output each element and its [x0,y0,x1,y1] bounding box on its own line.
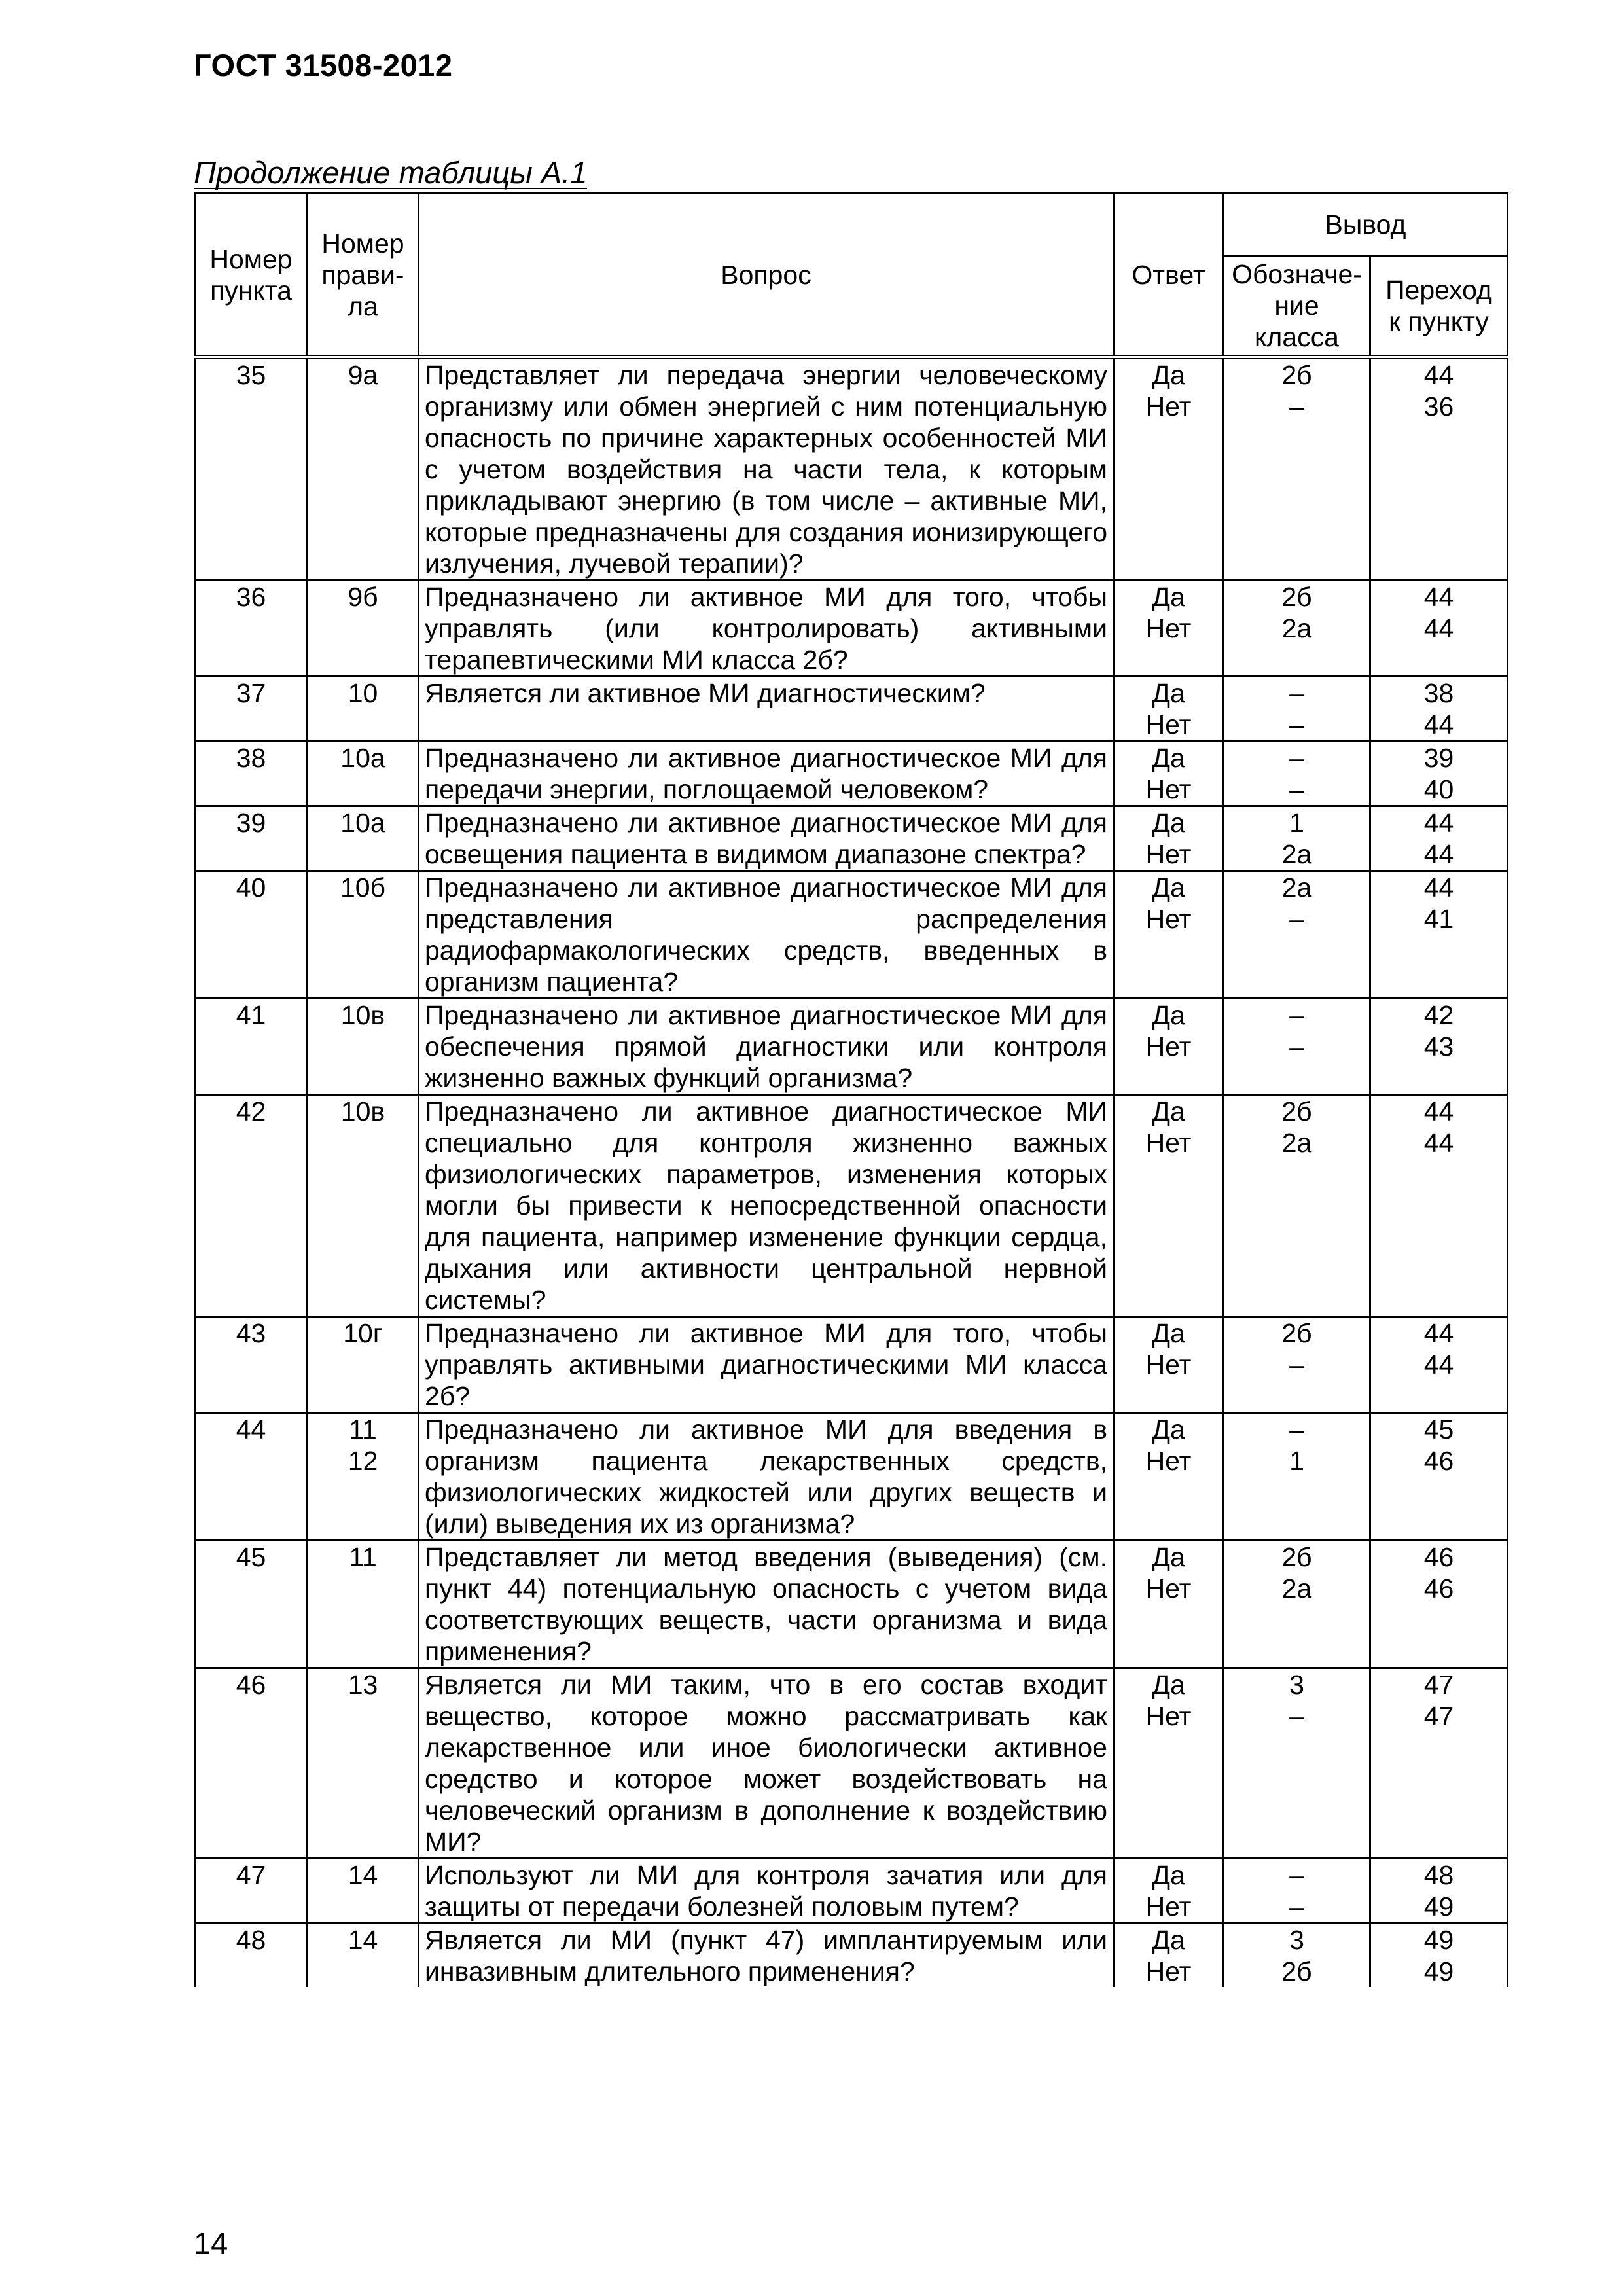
class-designation: – [1289,709,1304,740]
page-number: 14 [194,2226,228,2261]
next-item-number: 44 [1423,613,1454,643]
table-row [195,1095,1508,1317]
next-item-cell [1370,1859,1508,1924]
class-designation: 2б [1281,360,1312,390]
question-cell: Предназначено ли активное МИ для того, чтобы управлять активными диагностическими МИ класса 2б? [419,1317,1114,1413]
answer-cell [1114,1668,1224,1859]
answer-cell [1114,357,1224,581]
next-item-number: 44 [1423,1096,1454,1126]
class-designation: 2а [1281,1128,1312,1158]
next-item-number: 44 [1423,1350,1454,1380]
table-row [195,1317,1508,1413]
question-cell: Предназначено ли активное диагностическое МИ для обеспечения прямой диагностики или контроля жизненно важных функций организма? [419,999,1114,1095]
class-designation: 2б [1281,1318,1312,1348]
col-header-number: Номер пункта [195,194,308,357]
rule-number: 10а [340,808,385,838]
class-cell [1224,677,1370,742]
question-cell: Предназначено ли активное диагностическое МИ для представления распределения радиофармакологических средств, введенных в организм пациента? [419,871,1114,999]
answer-option: Да [1152,1542,1185,1572]
class-designation: – [1289,391,1304,422]
table-row [195,1859,1508,1924]
answer-cell [1114,742,1224,806]
answer-option: Да [1152,808,1185,838]
class-designation: – [1289,743,1304,773]
answer-option: Нет [1145,1573,1192,1604]
class-cell [1224,1924,1370,1988]
answer-option: Нет [1145,839,1192,869]
item-number-cell: 38 [195,742,308,806]
answer-option: Да [1152,1000,1185,1030]
answer-cell [1114,1317,1224,1413]
answer-option: Да [1152,678,1185,708]
class-designation: – [1289,1350,1304,1380]
class-cell [1224,1317,1370,1413]
next-item-number: 49 [1423,1956,1454,1986]
rule-number: 10а [340,743,385,773]
table-row [195,871,1508,999]
question-cell: Является ли МИ (пункт 47) имплантируемым или инвазивным длительного применения? [419,1924,1114,1988]
answer-cell [1114,581,1224,677]
next-item-number: 44 [1423,360,1454,390]
table-row [195,1924,1508,1988]
next-item-number: 46 [1423,1573,1454,1604]
next-item-number: 48 [1423,1860,1454,1890]
col-header-conclusion: Вывод [1224,194,1508,256]
answer-cell [1114,999,1224,1095]
table-row [195,806,1508,871]
answer-cell [1114,1413,1224,1541]
class-designation: – [1289,774,1304,804]
page-header-standard: ГОСТ 31508-2012 [194,48,453,82]
rule-number: 12 [348,1446,378,1476]
answer-cell [1114,871,1224,999]
next-item-number: 39 [1423,743,1454,773]
answer-cell [1114,1541,1224,1668]
rule-number-cell [308,1317,419,1413]
next-item-number: 49 [1423,1925,1454,1955]
rule-number: 13 [348,1670,378,1700]
class-designation: – [1289,678,1304,708]
answer-cell [1114,677,1224,742]
answer-option: Да [1152,1925,1185,1955]
rule-number-cell [308,1859,419,1924]
rule-number: 10б [340,872,386,903]
next-item-cell [1370,357,1508,581]
class-designation: – [1289,1000,1304,1030]
rule-number-cell [308,1413,419,1541]
rule-number: 11 [349,1414,377,1444]
next-item-cell [1370,1924,1508,1988]
next-item-number: 45 [1423,1414,1454,1444]
class-designation: – [1289,1860,1304,1890]
rule-number: 10г [343,1318,383,1348]
rule-number-cell [308,1095,419,1317]
table-caption: Продолжение таблицы А.1 [194,155,588,190]
item-number-cell: 44 [195,1413,308,1541]
rule-number-cell [308,806,419,871]
next-item-number: 44 [1423,1128,1454,1158]
class-cell [1224,871,1370,999]
question-cell: Предназначено ли активное МИ для того, чтобы управлять (или контролировать) активными терапевтическими МИ класса 2б? [419,581,1114,677]
table-row [195,357,1508,581]
table-row [195,1541,1508,1668]
class-designation: 2а [1281,872,1312,903]
next-item-number: 40 [1423,774,1454,804]
next-item-number: 49 [1423,1892,1454,1922]
rule-number-cell [308,1924,419,1988]
next-item-cell [1370,806,1508,871]
class-cell [1224,1859,1370,1924]
rule-number-cell [308,742,419,806]
col-header-class: Обозначе-ние класса [1224,256,1370,357]
class-designation: 2б [1281,1956,1312,1986]
next-item-number: 44 [1423,808,1454,838]
next-item-number: 44 [1423,872,1454,903]
table-row [195,1668,1508,1859]
col-header-question: Вопрос [419,194,1114,357]
col-header-next: Переход к пункту [1370,256,1508,357]
classification-table [194,192,1508,1987]
next-item-cell [1370,1668,1508,1859]
next-item-number: 47 [1423,1701,1454,1731]
question-cell: Предназначено ли активное МИ для введения в организм пациента лекарственных средств, физиологических жидкостей или других веществ и (или) выведения их из организма? [419,1413,1114,1541]
next-item-cell [1370,1317,1508,1413]
answer-option: Да [1152,1670,1185,1700]
answer-option: Нет [1145,1701,1192,1731]
rule-number: 10в [340,1000,385,1030]
next-item-cell [1370,581,1508,677]
class-cell [1224,1095,1370,1317]
next-item-number: 41 [1423,904,1454,934]
item-number-cell: 39 [195,806,308,871]
rule-number: 14 [348,1860,378,1890]
question-cell: Предназначено ли активное диагностическое МИ для передачи энергии, поглощаемой человеком? [419,742,1114,806]
next-item-number: 43 [1423,1031,1454,1062]
next-item-number: 44 [1423,709,1454,740]
rule-number-cell [308,677,419,742]
table-row [195,742,1508,806]
question-cell: Представляет ли метод введения (выведения) (см. пункт 44) потенциальную опасность с учетом вида соответствующих веществ, части организма и вида применения? [419,1541,1114,1668]
next-item-cell [1370,1541,1508,1668]
item-number-cell: 47 [195,1859,308,1924]
class-designation: 1 [1289,1446,1304,1476]
item-number-cell: 48 [195,1924,308,1988]
class-designation: 2а [1281,613,1312,643]
class-cell [1224,1413,1370,1541]
answer-option: Нет [1145,1350,1192,1380]
answer-cell [1114,1095,1224,1317]
item-number-cell: 46 [195,1668,308,1859]
item-number-cell: 41 [195,999,308,1095]
next-item-number: 38 [1423,678,1454,708]
next-item-number: 44 [1423,1318,1454,1348]
question-cell: Используют ли МИ для контроля зачатия или для защиты от передачи болезней половым путем? [419,1859,1114,1924]
question-cell: Предназначено ли активное диагностическое МИ специально для контроля жизненно важных физиологических параметров, изменения которых могли бы привести к непосредственной опасности для пациента, например изменение функции сердца, дыхания или активности центральной нервной системы? [419,1095,1114,1317]
class-designation: – [1289,1414,1304,1444]
answer-option: Нет [1145,391,1192,422]
class-cell [1224,581,1370,677]
rule-number-cell [308,581,419,677]
answer-option: Нет [1145,1031,1192,1062]
answer-option: Нет [1145,709,1192,740]
rule-number: 9а [348,360,378,390]
table-row [195,581,1508,677]
next-item-number: 44 [1423,582,1454,612]
item-number-cell: 45 [195,1541,308,1668]
item-number-cell: 37 [195,677,308,742]
rule-number: 10в [340,1096,385,1126]
class-cell [1224,1668,1370,1859]
answer-option: Да [1152,1860,1185,1890]
table-row [195,1413,1508,1541]
table-row [195,677,1508,742]
next-item-number: 47 [1423,1670,1454,1700]
answer-option: Да [1152,360,1185,390]
class-designation: 2а [1281,1573,1312,1604]
rule-number: 9б [348,582,378,612]
next-item-number: 44 [1423,839,1454,869]
class-designation: 2б [1281,1096,1312,1126]
next-item-cell [1370,677,1508,742]
item-number-cell: 40 [195,871,308,999]
rule-number: 10 [348,678,378,708]
answer-option: Нет [1145,1128,1192,1158]
answer-cell [1114,1924,1224,1988]
next-item-cell [1370,742,1508,806]
answer-option: Да [1152,1096,1185,1126]
item-number-cell: 43 [195,1317,308,1413]
class-designation: – [1289,1892,1304,1922]
table-body [195,357,1508,1988]
class-designation: – [1289,1031,1304,1062]
question-cell: Является ли МИ таким, что в его состав входит вещество, которое можно рассматривать как лекарственное или иное биологически активное средство и которое может воздействовать на человеческий организм в дополнение к воздействию МИ? [419,1668,1114,1859]
answer-option: Нет [1145,1446,1192,1476]
next-item-number: 46 [1423,1542,1454,1572]
class-cell [1224,357,1370,581]
rule-number-cell [308,1668,419,1859]
item-number-cell: 36 [195,581,308,677]
answer-option: Нет [1145,1956,1192,1986]
answer-cell [1114,1859,1224,1924]
next-item-cell [1370,871,1508,999]
rule-number-cell [308,999,419,1095]
answer-option: Да [1152,1318,1185,1348]
next-item-cell [1370,999,1508,1095]
answer-option: Да [1152,872,1185,903]
class-cell [1224,999,1370,1095]
rule-number-cell [308,1541,419,1668]
class-cell [1224,806,1370,871]
next-item-cell [1370,1413,1508,1541]
class-designation: 2б [1281,1542,1312,1572]
rule-number-cell [308,871,419,999]
answer-option: Нет [1145,904,1192,934]
question-cell: Предназначено ли активное диагностическое МИ для освещения пациента в видимом диапазоне спектра? [419,806,1114,871]
col-header-rule: Номер прави-ла [308,194,419,357]
class-designation: – [1289,904,1304,934]
next-item-number: 42 [1423,1000,1454,1030]
rule-number-cell [308,357,419,581]
rule-number: 11 [349,1542,377,1572]
class-cell [1224,742,1370,806]
table-row [195,999,1508,1095]
answer-option: Нет [1145,613,1192,643]
class-designation: 1 [1289,808,1304,838]
item-number-cell: 42 [195,1095,308,1317]
col-header-answer: Ответ [1114,194,1224,357]
class-designation: 3 [1289,1670,1304,1700]
next-item-number: 46 [1423,1446,1454,1476]
answer-option: Да [1152,1414,1185,1444]
class-designation: 2а [1281,839,1312,869]
answer-cell [1114,806,1224,871]
answer-option: Нет [1145,1892,1192,1922]
question-cell: Представляет ли передача энергии человеческому организму или обмен энергией с ним потенциальную опасность по причине характерных особенностей МИ с учетом воздействия на части тела, к которым прикладывают энергию (в том числе – активные МИ, которые предназначены для создания ионизирующего излучения, лучевой терапии)? [419,357,1114,581]
answer-option: Нет [1145,774,1192,804]
class-designation: – [1289,1701,1304,1731]
class-cell [1224,1541,1370,1668]
question-cell: Является ли активное МИ диагностическим? [419,677,1114,742]
item-number-cell: 35 [195,357,308,581]
class-designation: 2б [1281,582,1312,612]
rule-number: 14 [348,1925,378,1955]
answer-option: Да [1152,743,1185,773]
next-item-number: 36 [1423,391,1454,422]
next-item-cell [1370,1095,1508,1317]
answer-option: Да [1152,582,1185,612]
class-designation: 3 [1289,1925,1304,1955]
